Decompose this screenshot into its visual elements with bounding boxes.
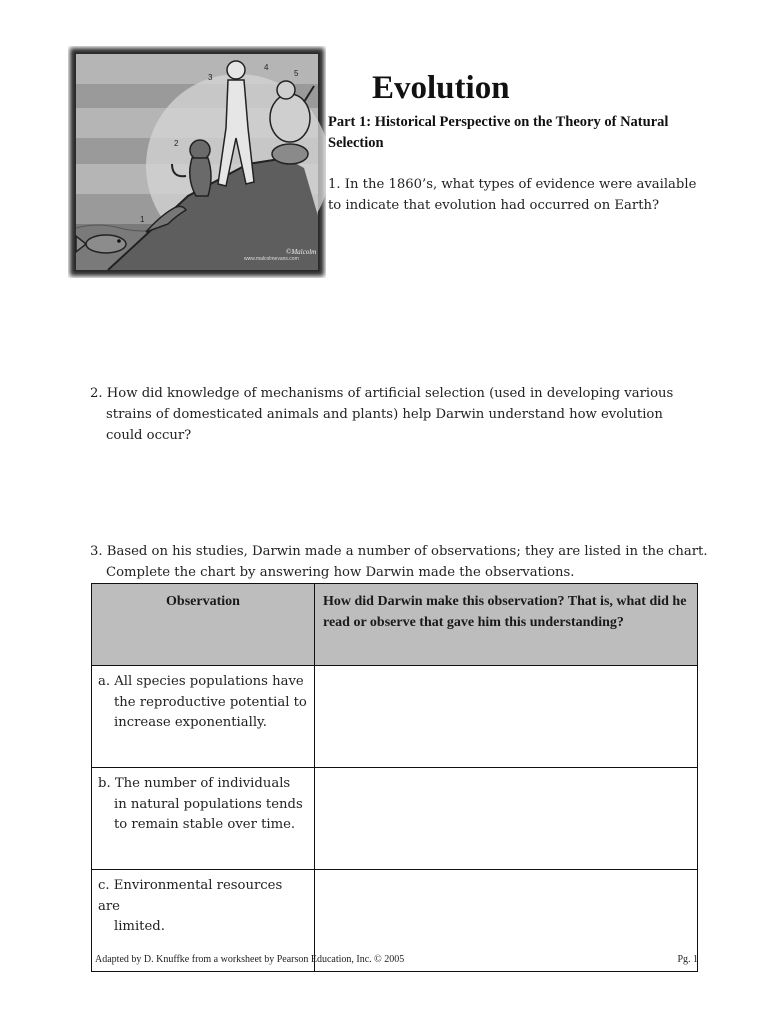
observation-chart <box>91 583 698 972</box>
chart-header-row <box>92 584 698 666</box>
observation-c-rest: limited. <box>114 919 165 934</box>
table-row <box>92 666 698 768</box>
stage-number-2: 2 <box>174 139 179 148</box>
question-3-line-2: Complete the chart by answering how Darwin made the observations. <box>106 565 575 580</box>
stage-number-1: 1 <box>140 215 145 224</box>
evolution-cartoon <box>68 46 326 278</box>
stage-number-4: 4 <box>264 63 269 72</box>
page-title: Evolution <box>372 70 510 106</box>
evolution-cartoon-icon <box>68 46 326 278</box>
observation-b-rest: in natural populations tends to remain stable over time. <box>114 796 303 832</box>
stage-number-5: 5 <box>294 69 299 78</box>
observation-a-first-line: a. All species populations have <box>98 674 304 689</box>
question-2-line-2: strains of domesticated animals and plants) help Darwin understand how evolution <box>106 407 663 422</box>
footer-credit: Adapted by D. Knuffke from a worksheet by Pearson Education, Inc. © 2005 <box>95 954 405 965</box>
question-2 <box>90 383 710 446</box>
observation-c-first-line: c. Environmental resources are <box>98 878 283 914</box>
cartoon-signature: ©Malcolm <box>286 248 317 256</box>
page-number: Pg. 1 <box>677 954 698 965</box>
question-1: 1. In the 1860’s, what types of evidence were available to indicate that evolution had occurred on Earth? <box>328 177 697 213</box>
observation-a-rest: the reproductive potential to increase exponentially. <box>114 694 307 730</box>
table-row <box>92 768 698 870</box>
observation-cell-a <box>92 666 315 768</box>
stage-number-3: 3 <box>208 73 213 82</box>
question-2-line-1: 2. How did knowledge of mechanisms of artificial selection (used in developing various <box>90 386 674 401</box>
question-2-line-3: could occur? <box>106 428 192 443</box>
question-3-line-1: 3. Based on his studies, Darwin made a number of observations; they are listed in the chart. <box>90 544 708 559</box>
header-observation: Observation <box>92 584 315 666</box>
observation-cell-b <box>92 768 315 870</box>
cartoon-credit: www.malcolmevans.com <box>244 256 299 262</box>
question-3 <box>90 541 710 583</box>
answer-cell-a[interactable] <box>315 666 698 768</box>
observation-b-first-line: b. The number of individuals <box>98 776 291 791</box>
header-how-did-darwin: How did Darwin make this observation? That is, what did he read or observe that gave him this understanding? <box>315 584 698 666</box>
answer-cell-b[interactable] <box>315 768 698 870</box>
part-heading: Part 1: Historical Perspective on the Theory of Natural Selection <box>328 114 669 151</box>
